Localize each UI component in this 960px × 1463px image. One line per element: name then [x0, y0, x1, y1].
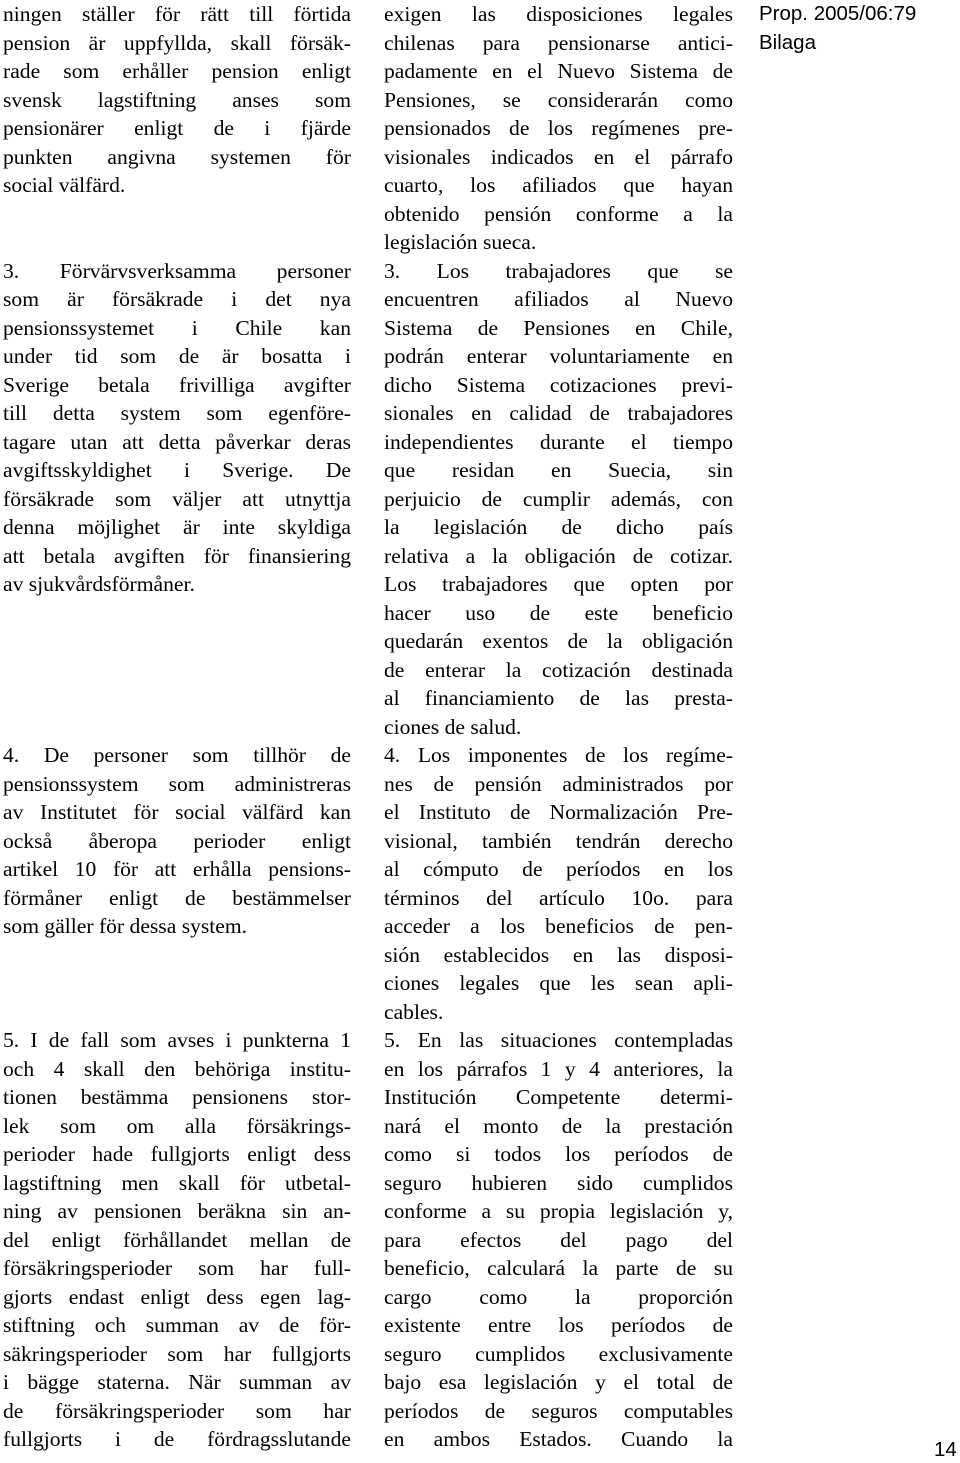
text-line: nará el monto de la prestación [384, 1113, 733, 1138]
text-line: pension är uppfyllda, skall försäk- [3, 30, 351, 55]
text-line: tionen bestämma pensionens stor- [3, 1085, 351, 1109]
text-line: beneficio, calculará la parte de su [384, 1256, 733, 1280]
text-line: perjuicio de cumplir además, con [384, 486, 733, 511]
text-line: del enligt förhållandet mellan de [3, 1227, 351, 1252]
appendix-label: Bilaga [759, 30, 816, 54]
text-line [3, 599, 351, 628]
text-line: under tid som de är bosatta i [3, 344, 351, 368]
text-line: padamente en el Nuevo Sistema de [384, 59, 733, 83]
text-line: Pensiones, se considerarán como [384, 87, 733, 112]
text-line: pensionados de los regímenes pre- [384, 116, 733, 140]
text-line: hacer uso de este beneficio [384, 600, 733, 625]
text-line: pensionssystemet i Chile kan [3, 315, 351, 340]
text-line: como si todos los períodos de [384, 1142, 733, 1166]
text-line: stiftning och summan av de för- [3, 1313, 351, 1337]
text-line: visional, también tendrán derecho [384, 828, 733, 853]
text-line: avgiftsskyldighet i Sverige. De [3, 458, 351, 482]
text-line: relativa a la obligación de cotizar. [384, 543, 733, 568]
text-line: cuarto, los afiliados que hayan [384, 173, 733, 197]
text-line: och 4 skall den behöriga institu- [3, 1056, 351, 1081]
text-line: seguro hubieren sido cumplidos [384, 1170, 733, 1195]
text-line: de enterar la cotización destinada [384, 657, 733, 682]
sidebar-reference [759, 0, 916, 57]
text-line: rade som erhåller pension enligt [3, 59, 351, 83]
text-line: al cómputo de períodos en los [384, 857, 733, 881]
text-line: nes de pensión administrados por [384, 771, 733, 796]
text-line: av Institutet för social välfärd kan [3, 800, 351, 824]
text-line: svensk lagstiftning anses som [3, 87, 351, 112]
text-line [3, 684, 351, 713]
text-line: 3. Förvärvsverksamma personer [3, 258, 351, 283]
text-line: förmåner enligt de bestämmelser [3, 885, 351, 910]
text-line: artikel 10 för att erhålla pensions- [3, 857, 351, 881]
text-line: de försäkringsperioder som har [3, 1398, 351, 1423]
text-line: social välfärd. [3, 173, 126, 197]
text-line: dicho Sistema cotizaciones previ- [384, 372, 733, 397]
text-line: en los párrafos 1 y 4 anteriores, la [384, 1056, 733, 1081]
text-line [3, 200, 351, 229]
text-line: exigen las disposiciones legales [384, 2, 733, 26]
text-line: sión establecidos en las disposi- [384, 942, 733, 967]
text-line: en ambos Estados. Cuando la [384, 1427, 733, 1451]
prop-reference: Prop. 2005/06:79 [759, 2, 917, 25]
text-line: bajo esa legislación y el total de [384, 1370, 733, 1394]
text-line: pensionssystem som administreras [3, 771, 351, 796]
text-line: independientes durante el tiempo [384, 429, 733, 454]
text-line: encuentren afiliados al Nuevo [384, 287, 733, 311]
text-line [3, 627, 351, 656]
text-line: av sjukvårdsförmåner. [3, 572, 195, 596]
text-line [3, 998, 351, 1027]
text-line: som är försäkrade i det nya [3, 287, 351, 311]
text-line [3, 969, 351, 998]
text-line: ciones de salud. [384, 714, 522, 739]
text-line: la legislación de dicho país [384, 515, 733, 539]
text-line: också åberopa perioder enligt [3, 828, 351, 853]
text-line: i bägge staterna. När summan av [3, 1370, 351, 1394]
text-line [3, 713, 351, 742]
text-line [3, 941, 351, 970]
text-line: para efectos del pago del [384, 1227, 733, 1252]
text-line: försäkrade som väljer att utnyttja [3, 486, 351, 511]
text-line: Sverige betala frivilliga avgifter [3, 372, 351, 397]
text-line [3, 228, 351, 257]
text-line: fullgjorts i de fördragsslutande [3, 1427, 351, 1451]
text-line: podrán enterar voluntariamente en [384, 344, 733, 368]
text-line: el Instituto de Normalización Pre- [384, 800, 733, 824]
text-line: seguro cumplidos exclusivamente [384, 1341, 733, 1366]
text-line: Sistema de Pensiones en Chile, [384, 315, 733, 340]
text-line: legislación sueca. [384, 230, 537, 254]
spanish-column [384, 0, 733, 1454]
text-line: tagare utan att detta påverkar deras [3, 429, 351, 454]
text-line: que residan en Suecia, sin [384, 458, 733, 482]
text-line: ning av pensionen beräkna sin an- [3, 1199, 351, 1223]
text-line: 5. En las situaciones contempladas [384, 1028, 733, 1052]
text-line: ningen ställer för rätt till förtida [3, 2, 351, 26]
text-line: chilenas para pensionarse antici- [384, 30, 733, 55]
text-line: pensionärer enligt de i fjärde [3, 116, 351, 140]
text-line: Institución Competente determi- [384, 1085, 733, 1109]
text-line: lagstiftning men skall för utbetal- [3, 1170, 351, 1195]
text-line: obtenido pensión conforme a la [384, 201, 733, 226]
text-line: som gäller för dessa system. [3, 914, 248, 938]
text-line: al financiamiento de las presta- [384, 686, 733, 710]
text-line: denna möjlighet är inte skyldiga [3, 515, 351, 539]
text-line: gjorts endast enligt dess egen lag- [3, 1284, 351, 1309]
text-line: 3. Los trabajadores que se [384, 258, 733, 283]
text-line: 5. I de fall som avses i punkterna 1 [3, 1028, 351, 1052]
text-line: visionales indicados en el párrafo [384, 144, 733, 169]
text-line: términos del artículo 10o. para [384, 885, 733, 910]
text-line: sionales en calidad de trabajadores [384, 401, 733, 425]
text-line: punkten angivna systemen för [3, 144, 351, 169]
text-line: cargo como la proporción [384, 1284, 733, 1309]
text-line: Los trabajadores que opten por [384, 572, 733, 596]
text-line: till detta system som egenföre- [3, 401, 351, 425]
text-line [3, 656, 351, 685]
text-line: att betala avgiften för finansiering [3, 543, 351, 568]
text-line: försäkringsperioder som har full- [3, 1256, 351, 1280]
page-number: 14 [934, 1438, 957, 1461]
text-line: 4. De personer som tillhör de [3, 743, 351, 767]
swedish-column [3, 0, 351, 1454]
text-line: quedarán exentos de la obligación [384, 629, 733, 653]
text-line: períodos de seguros computables [384, 1398, 733, 1423]
text-line: ciones legales que les sean apli- [384, 971, 733, 995]
text-line: conforme a su propia legislación y, [384, 1199, 733, 1223]
text-line: säkringsperioder som har fullgjorts [3, 1341, 351, 1366]
text-line: existente entre los períodos de [384, 1313, 733, 1337]
text-line: perioder hade fullgjorts enligt dess [3, 1142, 351, 1166]
text-line: acceder a los beneficios de pen- [384, 914, 733, 938]
text-line: 4. Los imponentes de los regíme- [384, 743, 733, 767]
text-line: lek som om alla försäkrings- [3, 1113, 351, 1138]
text-line: cables. [384, 999, 444, 1024]
